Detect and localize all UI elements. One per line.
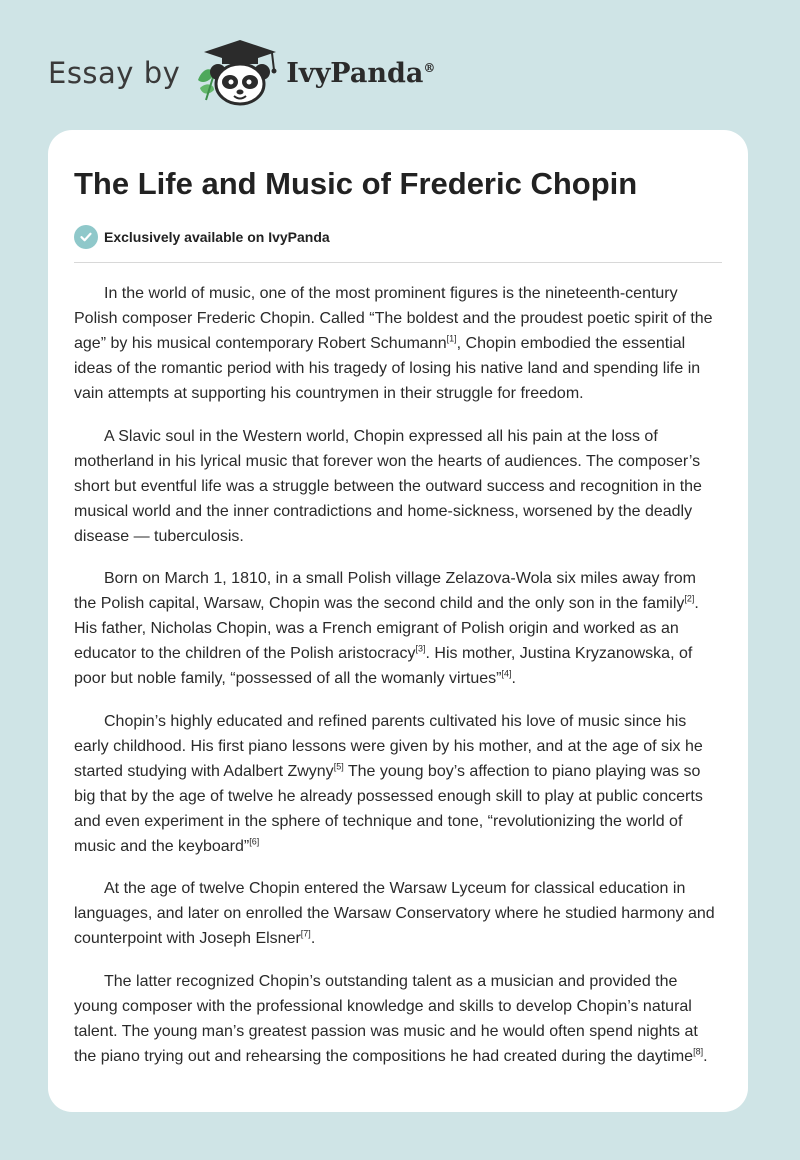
footnote-reference[interactable]: [5] xyxy=(333,761,344,772)
paragraph-text: In the world of music, one of the most prominent figures is the nineteenth-century Polish composer Frederic Chopin. Called “The boldest and the proudest poetic spirit of the age” by his musical contemporary Robert Schumann xyxy=(74,285,713,352)
footnote-reference[interactable]: [3] xyxy=(415,643,426,654)
paragraph-text: . xyxy=(703,1047,708,1065)
paragraph-text: At the age of twelve Chopin entered the Warsaw Lyceum for classical education in languages, and later on enrolled the Warsaw Conservatory where he studied harmony and counterpoint with Joseph Elsner xyxy=(74,880,715,947)
divider xyxy=(74,262,722,263)
panda-logo-icon xyxy=(194,38,284,108)
essay-card xyxy=(48,130,748,1112)
paragraph-text: The latter recognized Chopin’s outstanding talent as a musician and provided the young composer with the professional knowledge and skills to develop Chopin’s natural talent. The young man’s greatest passion was music and he would often spend nights at the piano trying out and rehearsing the compositions he had created during the daytime xyxy=(74,972,698,1065)
essay-paragraph xyxy=(74,566,722,691)
footnote-reference[interactable]: [1] xyxy=(446,333,457,344)
paragraph-text: . His father, Nicholas Chopin, was a French emigrant of Polish origin and worked as an educator to the children of the Polish aristocracy xyxy=(74,595,699,662)
essay-paragraph xyxy=(74,709,722,859)
page-title: The Life and Music of Frederic Chopin xyxy=(74,166,638,201)
paragraph-text: A Slavic soul in the Western world, Chopin expressed all his pain at the loss of motherland in his lyrical music that forever won the hearts of audiences. The composer’s short but eventful life was a struggle between the outward success and recognition in the musical world and the inner contradictions and home-sickness, worsened by the deadly disease — tuberculosis. xyxy=(74,427,702,545)
registered-mark: ® xyxy=(423,60,436,75)
essay-paragraph xyxy=(74,424,722,549)
paragraph-text: Chopin’s highly educated and refined parents cultivated his love of music since his early childhood. His first piano lessons were given by his mother, and at the age of six he started studying with Adalbert Zwyny xyxy=(74,712,703,780)
exclusive-badge-label: Exclusively available on IvyPanda xyxy=(104,229,330,245)
essay-paragraph xyxy=(74,876,722,951)
footnote-reference[interactable]: [2] xyxy=(684,593,695,604)
essay-paragraph xyxy=(74,969,722,1069)
paragraph-text: . xyxy=(310,930,316,947)
essay-paragraph xyxy=(74,281,722,406)
paragraph-text: . xyxy=(511,670,516,687)
essay-by-label: Essay by xyxy=(48,56,181,90)
paragraph-text: , Chopin embodied the essential ideas of the romantic period with his tragedy of losing his native land and spending life in vain attempts at supporting his countrymen in their struggle for freedom. xyxy=(74,335,701,402)
site-logo[interactable] xyxy=(48,38,435,108)
footnote-reference[interactable]: [8] xyxy=(693,1046,704,1057)
essay-body xyxy=(74,281,722,1069)
exclusive-badge xyxy=(74,224,722,250)
paragraph-text: The young boy’s affection to piano playing was so big that by the age of twelve he already possessed enough skill to play at public concerts and even experiment in the sphere of technique and tone, “revolutionizing the world of music and the keyboard” xyxy=(74,762,703,855)
footnote-reference[interactable]: [4] xyxy=(501,668,512,679)
check-circle-icon xyxy=(74,225,98,249)
brand-name: IvyPanda® xyxy=(286,57,436,89)
paragraph-text: . His mother, Justina Kryzanowska, of poor but noble family, “possessed of all the womanly virtues” xyxy=(74,645,693,687)
footnote-reference[interactable]: [7] xyxy=(300,928,311,939)
footnote-reference[interactable]: [6] xyxy=(249,836,260,847)
paragraph-text: Born on March 1, 1810, in a small Polish village Zelazova-Wola six miles away from the Polish capital, Warsaw, Chopin was the second child and the only son in the family xyxy=(74,570,696,612)
